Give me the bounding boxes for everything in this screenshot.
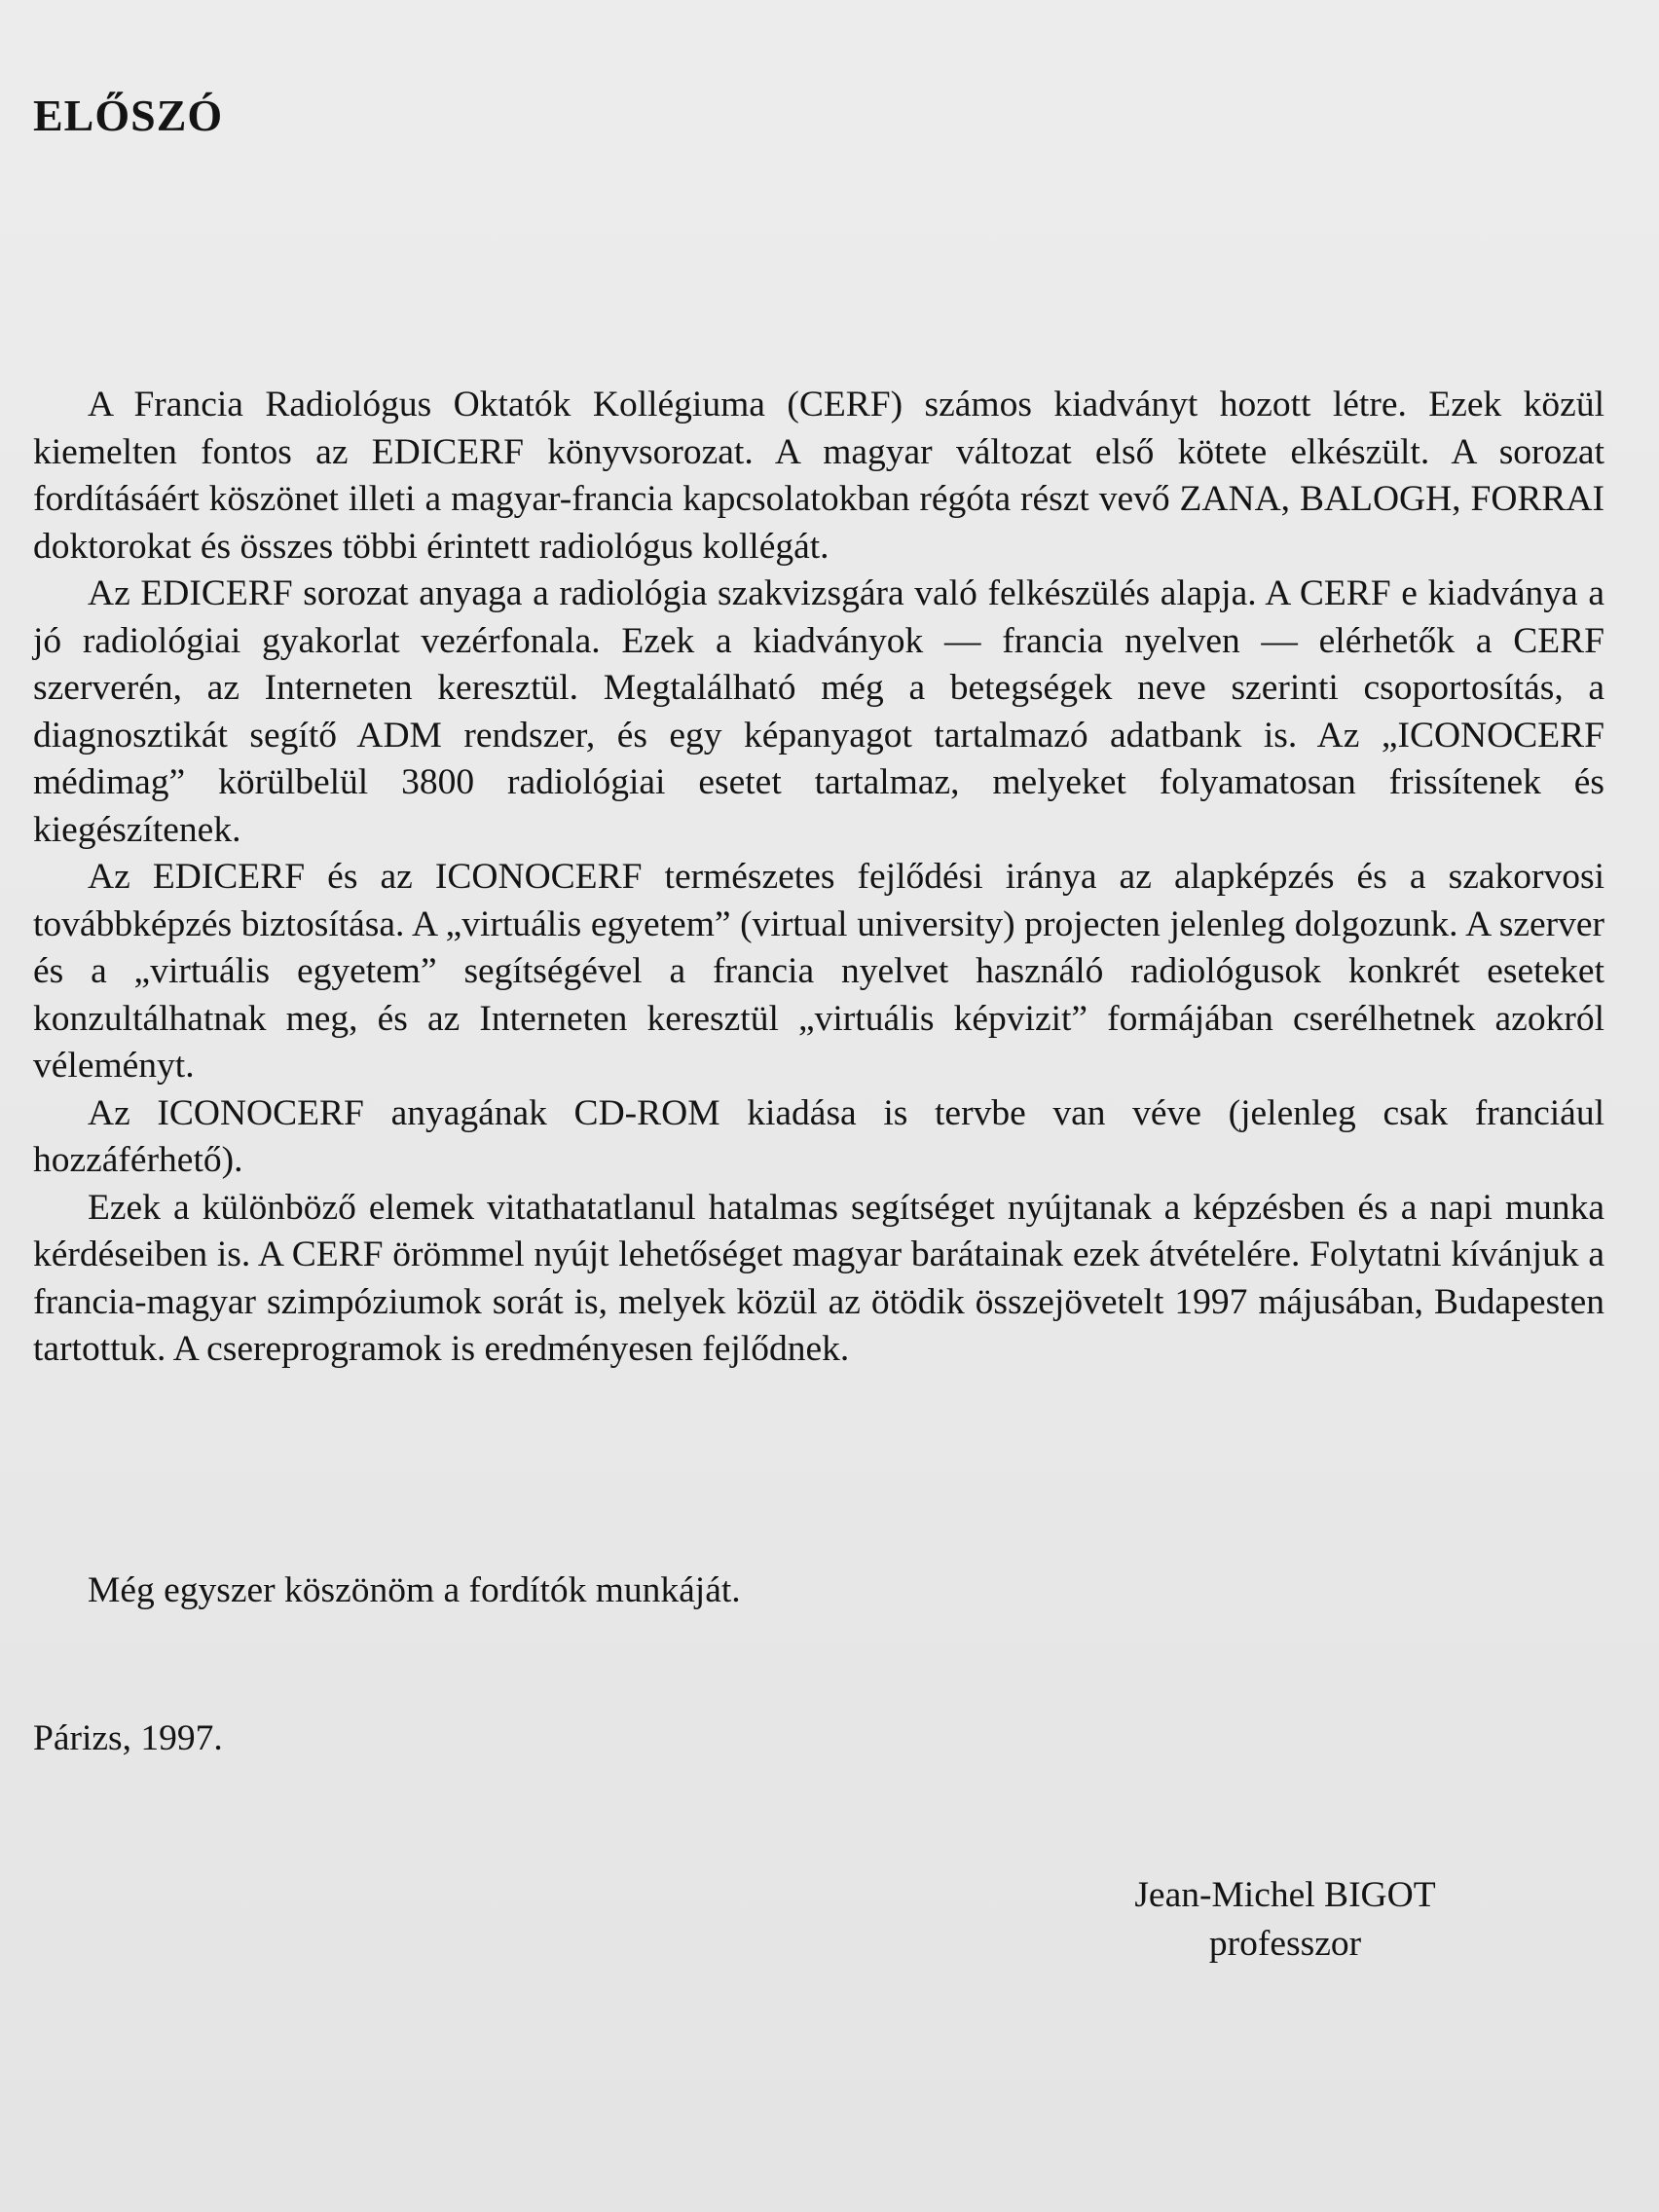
paragraph: Az EDICERF és az ICONOCERF természetes fejlődési iránya az alapképzés és a szakorvosi továbbképzés biztosítása. A „virtuális egyetem” (virtual university) projecten jelenleg dolgozunk. A szerver és a „virtuális egyetem” segítségével a francia nyelvet használó radiológusok konkrét eseteket konzultálhatnak meg, és az Interneten keresztül „virtuális képvizit” formájában cserélhetnek azokról véleményt. xyxy=(33,857,1604,1086)
closing-line: Még egyszer köszönöm a fordítók munkáját. xyxy=(88,1570,741,1610)
page-title: ELŐSZÓ xyxy=(33,91,224,140)
paragraph: Az EDICERF sorozat anyaga a radiológia szakvizsgára való felkészülés alapja. A CERF e kiadványa a jó radiológiai gyakorlat vezérfonala. Ezek a kiadványok — francia nyelven — elérhetők a CERF szerverén, az Interneten keresztül. Megtalálható még a betegségek neve szerinti csoportosítás, a diagnosztikát segítő ADM rendszer, és egy képanyagot tartalmazó adatbank is. Az „ICONOCERF médimag” körülbelül 3800 radiológiai esetet tartalmaz, melyeket folyamatosan frissítenek és kiegészítenek. xyxy=(33,573,1604,850)
signature-title: professzor xyxy=(1208,1924,1362,1964)
paragraph: Ezek a különböző elemek vitathatatlanul hatalmas segítséget nyújtanak a képzésben és a napi munka kérdéseiben is. A CERF örömmel nyújt lehetőséget magyar barátainak ezek átvételére. Folytatni kívánjuk a francia-magyar szimpóziumok sorát is, melyek közül az ötödik összejövetelt 1997 májusában, Budapesten tartottuk. A csereprogramok is eredményesen fejlődnek. xyxy=(33,1187,1604,1369)
place-date: Párizs, 1997. xyxy=(33,1718,223,1758)
signature-name: Jean-Michel BIGOT xyxy=(1134,1875,1436,1915)
paragraph: Az ICONOCERF anyagának CD-ROM kiadása is tervbe van véve (jelenleg csak franciául hozzáférhető). xyxy=(33,1092,1604,1180)
signature-block xyxy=(1110,1871,1460,1969)
body-text xyxy=(33,382,1604,1374)
paragraph: A Francia Radiológus Oktatók Kollégiuma (CERF) számos kiadványt hozott létre. Ezek közül kiemelten fontos az EDICERF könyvsorozat. A magyar változat első kötete elkészült. A sorozat fordításáért köszönet illeti a magyar-francia kapcsolatokban régóta részt vevő ZANA, BALOGH, FORRAI doktorokat és összes többi érintett radiológus kollégát. xyxy=(33,385,1604,567)
